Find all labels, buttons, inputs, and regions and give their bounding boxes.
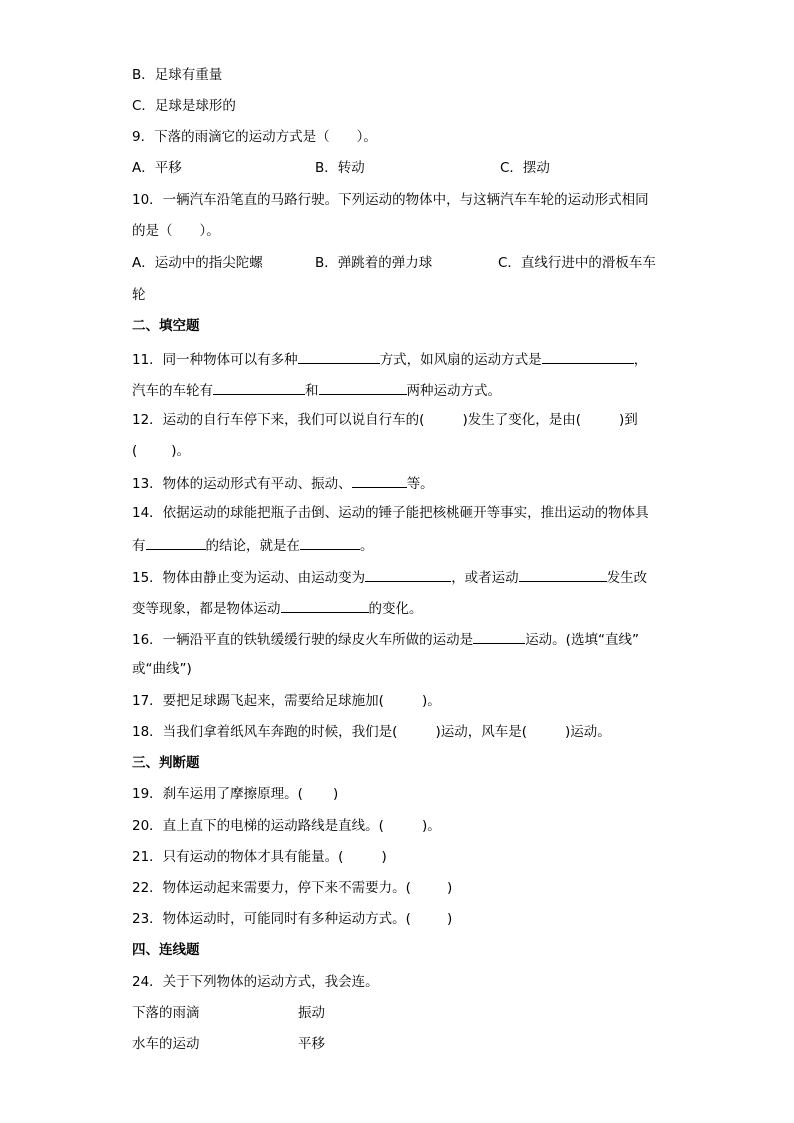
question-text: 15．物体由静止变为运动、由运动变为	[132, 570, 366, 586]
question-text: 。	[360, 538, 374, 554]
question-text: )运动，风车是(	[435, 724, 527, 740]
question-13	[132, 473, 434, 491]
question-17	[132, 692, 441, 710]
section-title: 四、连线题	[132, 942, 200, 958]
question-text: )。	[171, 443, 191, 459]
question-text: 和	[305, 383, 319, 399]
section-title: 三、判断题	[132, 755, 200, 771]
option-c-line	[132, 97, 236, 115]
section-heading-matching	[132, 941, 200, 959]
question-11-line2	[132, 380, 501, 398]
question-text: ，或者运动	[451, 570, 519, 586]
question-19	[132, 785, 338, 803]
question-text: 18．当我们拿着纸风车奔跑的时候，我们是(	[132, 724, 398, 740]
question-15-line2	[132, 598, 423, 616]
question-text: 16．一辆沿平直的铁轨缓缓行驶的绿皮火车所做的运动是	[132, 632, 474, 648]
question-22	[132, 879, 452, 897]
option-b: B．转动	[315, 160, 365, 176]
option-a: A．运动中的指尖陀螺	[132, 255, 263, 271]
question-text: 10．一辆汽车沿笔直的马路行驶。下列运动的物体中，与这辆汽车车轮的运动形式相同	[132, 192, 649, 208]
question-23	[132, 910, 452, 928]
question-text: 的是（ ）。	[132, 223, 220, 239]
option-text: B．足球有重量	[132, 67, 223, 83]
question-10-line1	[132, 191, 649, 209]
section-heading-true-false	[132, 754, 200, 772]
answer-blank[interactable]	[213, 380, 305, 395]
question-text: 的结论，就是在	[205, 538, 300, 554]
answer-blank[interactable]	[365, 567, 451, 582]
answer-blank[interactable]	[298, 349, 380, 364]
question-text: 方式，如风扇的运动方式是	[379, 352, 542, 368]
question-text: 9．下落的雨滴它的运动方式是（ ）。	[132, 129, 377, 145]
question-14-line2	[132, 535, 374, 553]
question-9	[132, 128, 377, 146]
question-text: 14．依据运动的球能把瓶子击倒、运动的锤子能把核桃砸开等事实，推出运动的物体具	[132, 505, 649, 521]
question-21	[132, 848, 387, 866]
matching-item-right[interactable]: 平移	[298, 1036, 325, 1052]
question-24	[132, 973, 379, 991]
option-b: B．弹跳着的弹力球	[315, 255, 433, 271]
question-11-line1	[132, 349, 647, 367]
question-text: (	[132, 443, 138, 459]
answer-blank[interactable]	[281, 598, 369, 613]
question-16-line2	[132, 660, 192, 678]
question-text: 汽车的车轮有	[132, 383, 213, 399]
question-text: )发生了变化，是由(	[462, 412, 581, 428]
matching-item-right[interactable]: 振动	[298, 1005, 325, 1021]
question-text: 11．同一种物体可以有多种	[132, 352, 298, 368]
question-text: )到	[619, 412, 638, 428]
answer-blank[interactable]	[352, 473, 407, 488]
option-text: 轮	[132, 287, 146, 303]
matching-item-left[interactable]: 下落的雨滴	[132, 1005, 200, 1021]
option-a: A．平移	[132, 160, 182, 176]
question-12-line1	[132, 411, 638, 429]
answer-blank[interactable]	[146, 535, 206, 550]
question-text: 23．物体运动时，可能同时有多种运动方式。(	[132, 911, 411, 927]
question-text: )。	[421, 818, 441, 834]
answer-blank[interactable]	[519, 567, 607, 582]
question-10-line4	[132, 286, 146, 304]
question-12-line2	[132, 442, 190, 460]
question-text: )	[332, 786, 339, 802]
question-text: 13．物体的运动形式有平动、振动、	[132, 476, 352, 492]
question-text: )	[446, 880, 453, 896]
option-c: C．摆动	[500, 160, 550, 176]
question-text: 22．物体运动起来需要力，停下来不需要力。(	[132, 880, 411, 896]
question-text: 24．关于下列物体的运动方式，我会连。	[132, 974, 379, 990]
question-text: 两种运动方式。	[406, 383, 501, 399]
question-text: ，	[633, 352, 648, 368]
question-text: 19．刹车运用了摩擦原理。(	[132, 786, 303, 802]
question-16-line1	[132, 629, 639, 647]
question-20	[132, 817, 441, 835]
option-text: C．足球是球形的	[132, 98, 236, 114]
question-text: 运动。(选填“直线”	[525, 632, 639, 648]
question-14-line1	[132, 504, 649, 522]
question-text: 变等现象，都是物体运动	[132, 601, 281, 617]
question-text: )	[381, 849, 387, 865]
question-15-line1	[132, 567, 647, 585]
answer-blank[interactable]	[300, 535, 360, 550]
question-text: 20．直上直下的电梯的运动路线是直线。(	[132, 818, 384, 834]
question-text: 或“曲线”)	[132, 661, 192, 677]
answer-blank[interactable]	[473, 629, 525, 644]
question-text: 发生改	[606, 570, 648, 586]
question-text: 12．运动的自行车停下来，我们可以说自行车的(	[132, 412, 425, 428]
question-text: 的变化。	[368, 601, 423, 617]
section-title: 二、填空题	[132, 318, 200, 334]
question-text: 21．只有运动的物体才具有能量。(	[132, 849, 344, 865]
matching-item-left[interactable]: 水车的运动	[132, 1036, 200, 1052]
question-text: )。	[421, 693, 441, 709]
question-10-line2	[132, 222, 220, 240]
question-text: )运动。	[565, 724, 611, 740]
question-18	[132, 723, 611, 741]
question-text: 等。	[406, 476, 434, 492]
question-text: )	[446, 911, 453, 927]
question-text: 有	[132, 538, 146, 554]
answer-blank[interactable]	[319, 380, 407, 395]
section-heading-fill-blank	[132, 317, 200, 335]
answer-blank[interactable]	[542, 349, 634, 364]
option-c: C．直线行进中的滑板车车	[498, 255, 656, 271]
question-text: 17．要把足球踢飞起来，需要给足球施加(	[132, 693, 384, 709]
option-b-line	[132, 66, 222, 84]
